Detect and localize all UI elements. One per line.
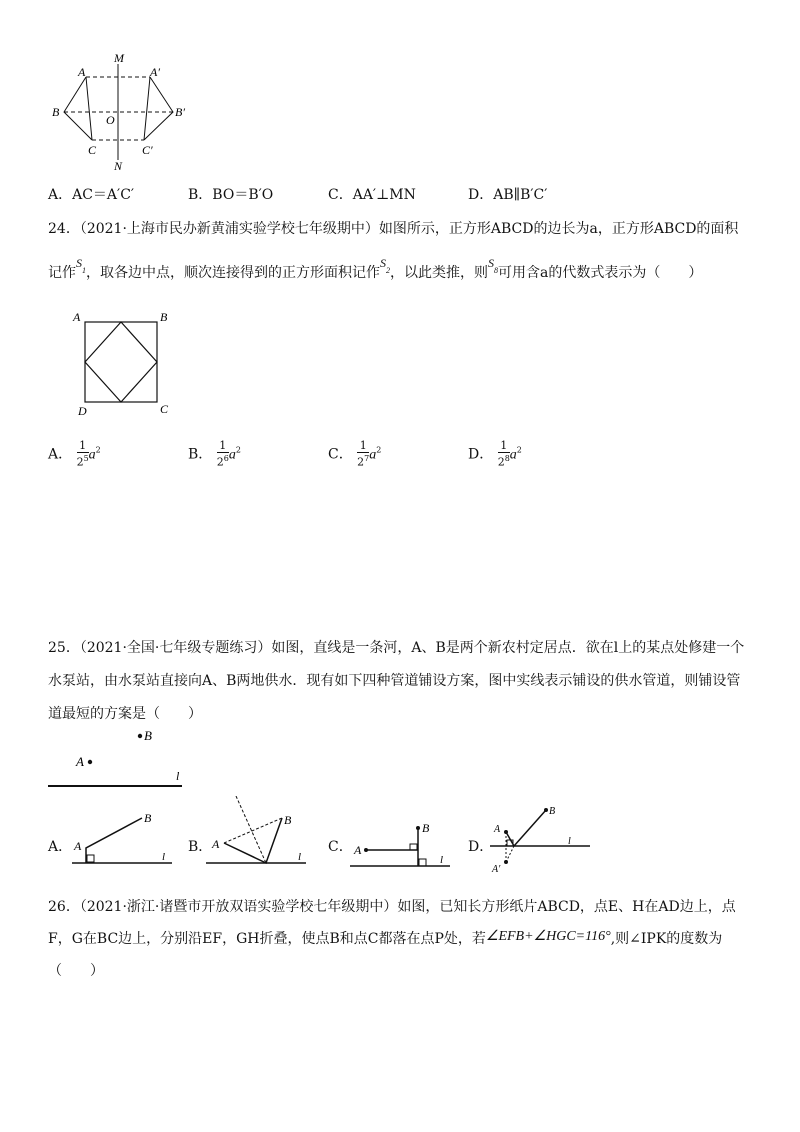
q25-option-d[interactable]: D． xyxy=(468,839,494,855)
q24-line-2: 记作$S_1$，取各边中点，顺次连接得到的正方形面积记作$S_2$，以此类推，则$S_8$可用含a的代数式表示为（ ） xyxy=(48,256,703,281)
label-a: A xyxy=(78,65,86,79)
svg-text:B: B xyxy=(144,811,152,825)
q24-option-b[interactable]: B． $\frac{1}{2^6}$ $a^2$ xyxy=(188,439,241,469)
q25-option-b-figure xyxy=(206,796,316,868)
q25-line-3: 道最短的方案是（ ） xyxy=(48,706,202,722)
svg-text:l: l xyxy=(298,851,302,863)
label-o: O xyxy=(106,113,115,127)
q25-option-c[interactable]: C． xyxy=(328,839,353,855)
q26-line-3: （ ） xyxy=(48,963,104,979)
svg-text:l: l xyxy=(440,854,444,866)
q24-figure xyxy=(68,308,188,420)
q25-option-d-figure xyxy=(486,800,596,876)
label-a: A xyxy=(73,310,81,324)
svg-text:A: A xyxy=(494,824,501,835)
q25-option-a[interactable]: A． xyxy=(48,839,73,855)
q24-line-1: 24．（2021·上海市民办新黄浦实验学校七年级期中）如图所示，正方形ABCD的边长为a，正方形ABCD的面积 xyxy=(48,221,739,237)
q26-line-1: 26．（2021·浙江·诸暨市开放双语实验学校七年级期中）如图，已知长方形纸片ABCD，点E、H在AD边上，点 xyxy=(48,899,736,915)
label-b: B xyxy=(52,105,60,119)
label-n: N xyxy=(114,159,123,173)
q25-figure xyxy=(48,724,198,790)
label-b-prime: B′ xyxy=(175,105,185,119)
svg-text:l: l xyxy=(162,851,166,863)
q26-line-2: F，G在BC边上，分别沿EF，GH折叠，使点B和点C都落在点P处，若∠EFB+∠HGC=116°,则∠IPK的度数为 xyxy=(48,929,723,947)
label-c: C xyxy=(160,402,169,416)
q24-option-a[interactable]: A． $\frac{1}{2^5}$ $a^2$ xyxy=(48,439,101,469)
q23-option-c[interactable]: C．AA′⊥MN xyxy=(328,187,416,203)
svg-text:A: A xyxy=(212,837,220,851)
q25-line-1: 25．（2021·全国·七年级专题练习）如图，直线是一条河，A、B是两个新农村定居点．欲在l上的某点处修建一个 xyxy=(48,640,745,656)
label-c: C xyxy=(88,143,97,157)
q25-line-2: 水泵站，由水泵站直接向A、B两地供水．现有如下四种管道铺设方案，图中实线表示铺设的供水管道，则铺设管 xyxy=(48,673,741,689)
label-c-prime: C′ xyxy=(142,143,153,157)
q25-option-c-figure xyxy=(350,816,460,870)
label-a: A xyxy=(76,754,84,769)
label-m: M xyxy=(114,51,124,65)
q24-option-c[interactable]: C． $\frac{1}{2^7}$ $a^2$ xyxy=(328,439,382,469)
svg-text:A: A xyxy=(74,839,82,853)
label-b: B xyxy=(144,728,152,743)
q25-option-a-figure xyxy=(72,806,182,866)
q25-option-b[interactable]: B． xyxy=(188,839,213,855)
q23-option-a[interactable]: A．AC＝A′C′ xyxy=(48,187,135,203)
q23-figure xyxy=(48,50,208,175)
label-l: l xyxy=(176,769,180,783)
q24-option-d[interactable]: D． $\frac{1}{2^8}$ $a^2$ xyxy=(468,439,522,469)
q23-option-b[interactable]: B．BO＝B′O xyxy=(188,187,274,203)
label-a-prime: A′ xyxy=(150,65,160,79)
svg-text:l: l xyxy=(568,836,571,847)
q23-option-d[interactable]: D．AB∥B′C′ xyxy=(468,187,548,203)
label-b: B xyxy=(160,310,168,324)
label-d: D xyxy=(78,404,87,418)
svg-text:B: B xyxy=(284,813,292,827)
svg-text:B: B xyxy=(422,821,430,835)
svg-text:B: B xyxy=(549,806,556,817)
svg-text:A′: A′ xyxy=(492,864,501,875)
svg-text:A: A xyxy=(354,843,362,857)
